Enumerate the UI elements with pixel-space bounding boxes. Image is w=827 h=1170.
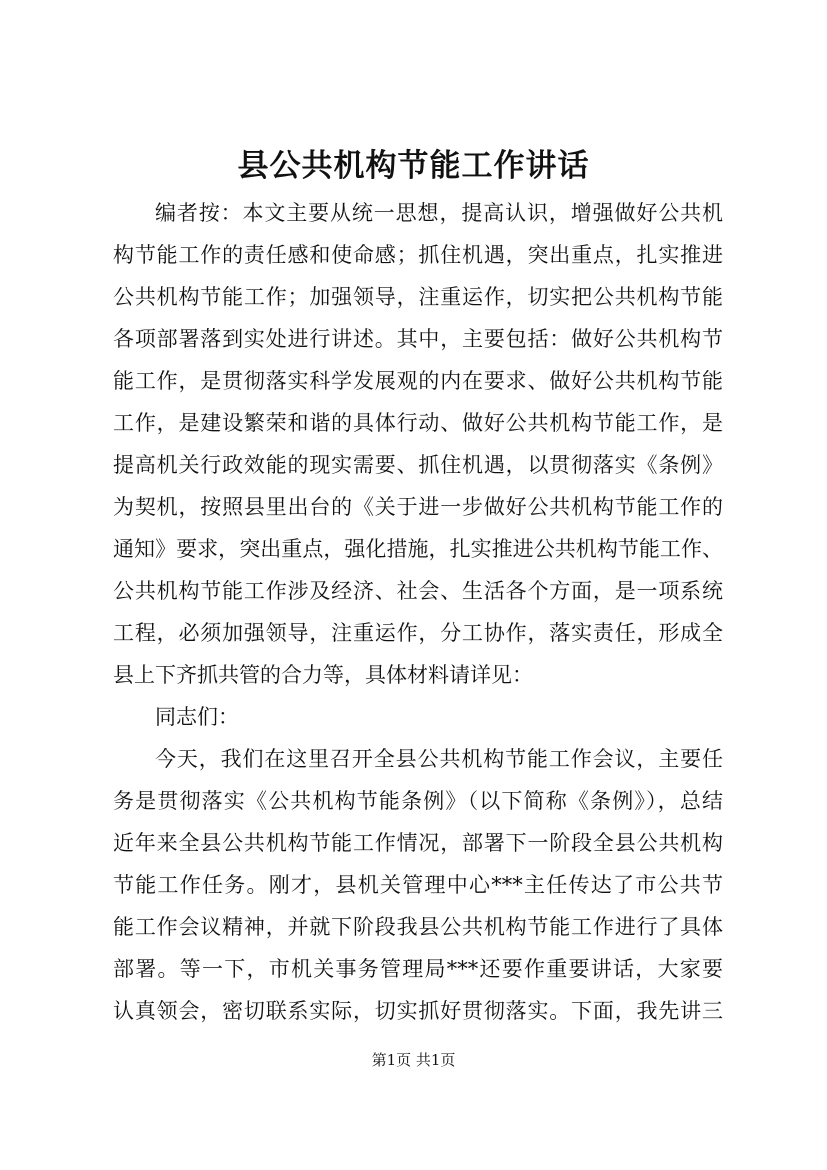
paragraph-line: 为契机，按照县里出台的《关于进一步做好公共机构节能工作的 [113, 495, 723, 519]
page-title: 县公共机构节能工作讲话 [237, 148, 590, 184]
paragraph-line: 公共机构节能工作；加强领导，注重运作，切实把公共机构节能 [113, 285, 723, 309]
paragraph-line: 提高机关行政效能的现实需要、抓住机遇，以贯彻落实《条例》 [113, 453, 723, 477]
paragraph-line: 构节能工作的责任感和使命感；抓住机遇，突出重点，扎实推进 [113, 243, 723, 267]
paragraph-line: 编者按：本文主要从统一思想，提高认识，增强做好公共机 [155, 201, 723, 225]
paragraph-line: 部署。等一下，市机关事务管理局***还要作重要讲话，大家要 [113, 957, 723, 981]
paragraph-line: 工作，是建设繁荣和谐的具体行动、做好公共机构节能工作，是 [113, 411, 723, 435]
paragraph-line: 通知》要求，突出重点，强化措施，扎实推进公共机构节能工作、 [113, 537, 723, 561]
paragraph-line: 近年来全县公共机构节能工作情况，部署下一阶段全县公共机构 [113, 831, 723, 855]
page-number-footer: 第1页 共1页 [371, 1051, 456, 1069]
paragraph-line: 工程，必须加强领导，注重运作，分工协作，落实责任，形成全 [113, 621, 723, 645]
paragraph-line: 认真领会，密切联系实际，切实抓好贯彻落实。下面，我先讲三 [113, 999, 723, 1023]
paragraph-line: 能工作，是贯彻落实科学发展观的内在要求、做好公共机构节能 [113, 369, 723, 393]
paragraph-line: 能工作会议精神，并就下阶段我县公共机构节能工作进行了具体 [113, 915, 723, 939]
paragraph-line: 各项部署落到实处进行讲述。其中，主要包括：做好公共机构节 [113, 327, 723, 351]
paragraph-line: 县上下齐抓共管的合力等，具体材料请详见： [113, 663, 533, 687]
paragraph-line: 公共机构节能工作涉及经济、社会、生活各个方面，是一项系统 [113, 579, 723, 603]
salutation-line: 同志们： [155, 705, 239, 729]
paragraph-line: 今天，我们在这里召开全县公共机构节能工作会议，主要任 [155, 747, 723, 771]
paragraph-line: 节能工作任务。刚才，县机关管理中心***主任传达了市公共节 [113, 873, 723, 897]
paragraph-line: 务是贯彻落实《公共机构节能条例》（以下简称《条例》），总结 [113, 789, 723, 813]
